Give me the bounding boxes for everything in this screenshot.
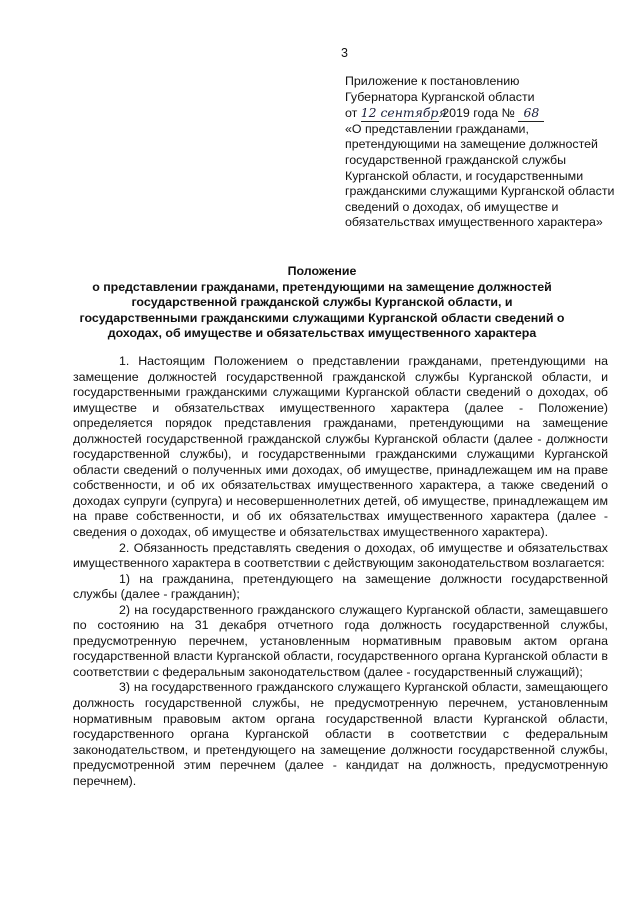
paragraph: 1) на гражданина, претендующего на замещение должности государственной службы (далее - гражданин); xyxy=(73,571,608,602)
title-subtitle: о представлении гражданами, претендующими на замещение должностей государственной гражданской службы Курганской области, и государственными гражданскими служащими Курганской области сведений о доходах, об имуществе и обязательствах имущественного характера xyxy=(79,279,565,340)
appendix-subject: «О представлении гражданами, претендующими на замещение должностей государственной гражданской службы Курганской области, и государственными гражданскими служащими Курганской области сведений о доходах, об имуществе и обязательствах имущественного характера» xyxy=(345,121,615,230)
paragraph: 2. Обязанность представлять сведения о доходах, об имуществе и обязательствах имущественного характера в соответствии с действующим законодательством возлагается: xyxy=(73,540,608,571)
paragraph: 3) на государственного гражданского служащего Курганской области, замещающего должность государственной службы, не предусмотренную перечнем, установленным нормативным правовым актом органа государственной власти Курганской области, государственного органа Курганской области в соответствии с федеральным законодательством, и претендующего на замещение должности государственной службы, предусмотренной этим перечнем (далее - кандидат на должность, предусмотренную перечнем). xyxy=(73,680,608,788)
appendix-line-2: Губернатора Курганской области xyxy=(345,89,535,104)
date-suffix: 2019 года № xyxy=(442,106,515,121)
title-heading: Положение xyxy=(287,264,357,278)
document-body xyxy=(73,354,608,789)
paragraph: 2) на государственного гражданского служащего Курганской области, замещавшего по состоянию на 31 декабря отчетного года должность государственной службы, предусмотренную перечнем, установленным нормативным правовым актом органа государственной власти Курганской области, государственного органа Курганской области в соответствии с федеральным законодательством (далее - государственный служащий); xyxy=(73,602,608,679)
handwritten-date: 12 сентября xyxy=(360,105,447,121)
appendix-date-line xyxy=(345,105,617,122)
paragraph: 1. Настоящим Положением о представлении гражданами, претендующими на замещение должностей государственной гражданской службы Курганской области, и государственными гражданскими служащими Курганской области сведений о доходах, об имуществе и обязательствах имущественного характера (далее - Положение) определяется порядок представления гражданами, претендующими на замещение должностей государственной гражданской службы Курганской области (далее - должности государственной службы), и государственными гражданскими служащими Курганской области сведений о полученных ими доходах, об имуществе, принадлежащем им на праве собственности, и об их обязательствах имущественного характера, а также сведений о доходах супруги (супруга) и несовершеннолетних детей, об имуществе, принадлежащем им на праве собственности, и об их обязательствах имущественного характера (далее - сведения о доходах, об имуществе и обязательствах имущественного характера). xyxy=(73,354,608,540)
page-number: 3 xyxy=(341,46,348,60)
document-title xyxy=(72,264,572,342)
appendix-line-1: Приложение к постановлению xyxy=(345,74,520,88)
handwritten-number: 68 xyxy=(518,105,544,122)
date-prefix: от xyxy=(345,106,358,121)
appendix-block xyxy=(345,74,617,231)
